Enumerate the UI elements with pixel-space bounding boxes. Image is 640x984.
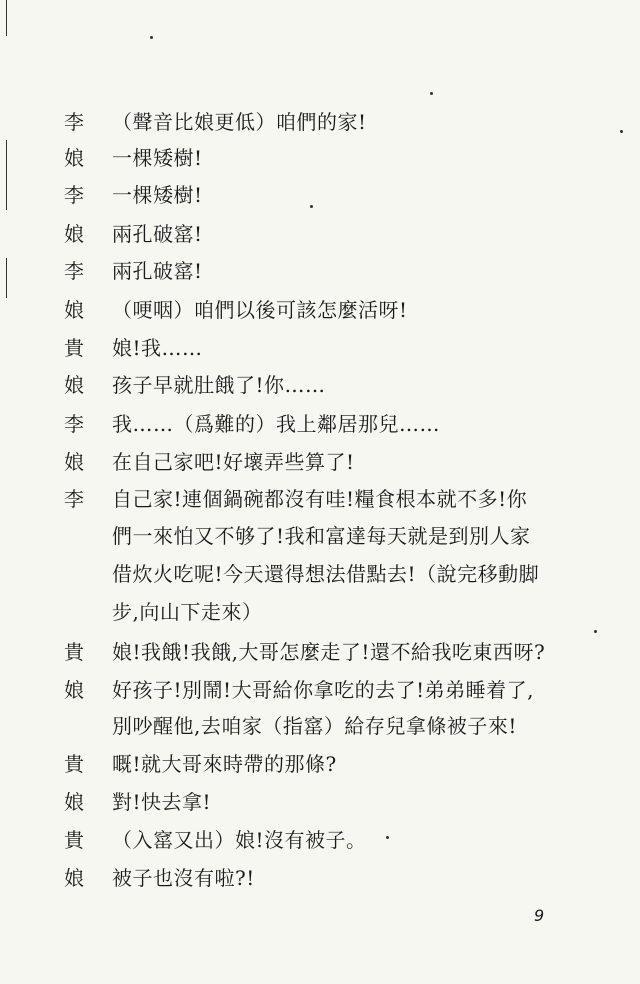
dialogue-line (64, 634, 584, 670)
print-speck (386, 836, 389, 839)
dialogue-text: 在自己家吧!好壞弄些算了! (112, 450, 355, 474)
dialogue-line (64, 104, 584, 140)
dialogue-text: 孩子早就肚餓了!你…… (112, 373, 326, 397)
dialogue-line (64, 860, 584, 896)
speaker-label: 貴 (64, 828, 84, 852)
speaker-label: 李 (64, 110, 84, 134)
dialogue-text: 嘅!就大哥來時帶的那條? (112, 752, 337, 776)
dialogue-line (64, 746, 584, 782)
speaker-label: 貴 (64, 640, 84, 664)
speaker-label: 娘 (64, 222, 84, 246)
dialogue-text: 被子也沒有啦?! (112, 866, 255, 890)
dialogue-line (64, 177, 584, 213)
dialogue-line (64, 481, 584, 517)
dialogue-continuation: 借炊火吃呢!今天還得想法借點去!（說完移動脚 (112, 562, 540, 586)
dialogue-continuation: 步,向山下走來） (112, 600, 263, 624)
margin-rule (6, 0, 7, 36)
dialogue-continuation: 們一來怕又不够了!我和富達每天就是到別人家 (112, 524, 531, 548)
speaker-label: 娘 (64, 866, 84, 890)
speaker-label: 貴 (64, 752, 84, 776)
dialogue-line (64, 784, 584, 820)
speaker-label: 娘 (64, 146, 84, 170)
dialogue-line (64, 367, 584, 403)
dialogue-line (64, 444, 584, 480)
print-speck (310, 205, 313, 208)
dialogue-text: （入窰又出）娘!沒有被子。 (112, 828, 367, 852)
dialogue-text: 娘!我餓!我餓,大哥怎麼走了!還不給我吃東西呀? (112, 640, 546, 664)
dialogue-line (64, 140, 584, 176)
dialogue-text: 一棵矮樹! (112, 146, 203, 170)
dialogue-text: （聲音比娘更低）咱們的家! (112, 110, 367, 134)
speaker-label: 娘 (64, 790, 84, 814)
dialogue-text: 兩孔破窰! (112, 222, 203, 246)
dialogue-line (64, 292, 584, 328)
dialogue-line (64, 330, 584, 366)
dialogue-text: 娘!我…… (112, 336, 203, 360)
dialogue-line (64, 253, 584, 289)
margin-rule (6, 140, 7, 210)
speaker-label: 娘 (64, 678, 84, 702)
dialogue-text: 自己家!連個鍋碗都沒有哇!糧食根本就不多!你 (112, 487, 528, 511)
print-speck (430, 92, 433, 95)
dialogue-text: （哽咽）咱們以後可該怎麼活呀! (112, 298, 408, 322)
speaker-label: 李 (64, 183, 84, 207)
dialogue-text: 兩孔破窰! (112, 259, 203, 283)
dialogue-line (64, 216, 584, 252)
print-speck (150, 36, 153, 39)
speaker-label: 李 (64, 259, 84, 283)
speaker-label: 貴 (64, 336, 84, 360)
dialogue-text: 對!快去拿! (112, 790, 212, 814)
speaker-label: 娘 (64, 373, 84, 397)
dialogue-text: 一棵矮樹! (112, 183, 203, 207)
speaker-label: 李 (64, 412, 84, 436)
print-speck (594, 630, 597, 633)
page-number: 9 (534, 906, 545, 925)
margin-rule (6, 258, 7, 298)
dialogue-continuation: 別吵醒他,去咱家（指窰）給存兒拿條被子來! (112, 714, 517, 738)
dialogue-text: 我……（爲難的）我上鄰居那兒…… (112, 412, 440, 436)
print-speck (620, 130, 623, 133)
dialogue-line (64, 822, 584, 858)
dialogue-line (64, 672, 584, 708)
speaker-label: 李 (64, 487, 84, 511)
dialogue-text: 好孩子!別鬧!大哥給你拿吃的去了!弟弟睡着了, (112, 678, 534, 702)
dialogue-line (64, 406, 584, 442)
speaker-label: 娘 (64, 450, 84, 474)
speaker-label: 娘 (64, 298, 84, 322)
